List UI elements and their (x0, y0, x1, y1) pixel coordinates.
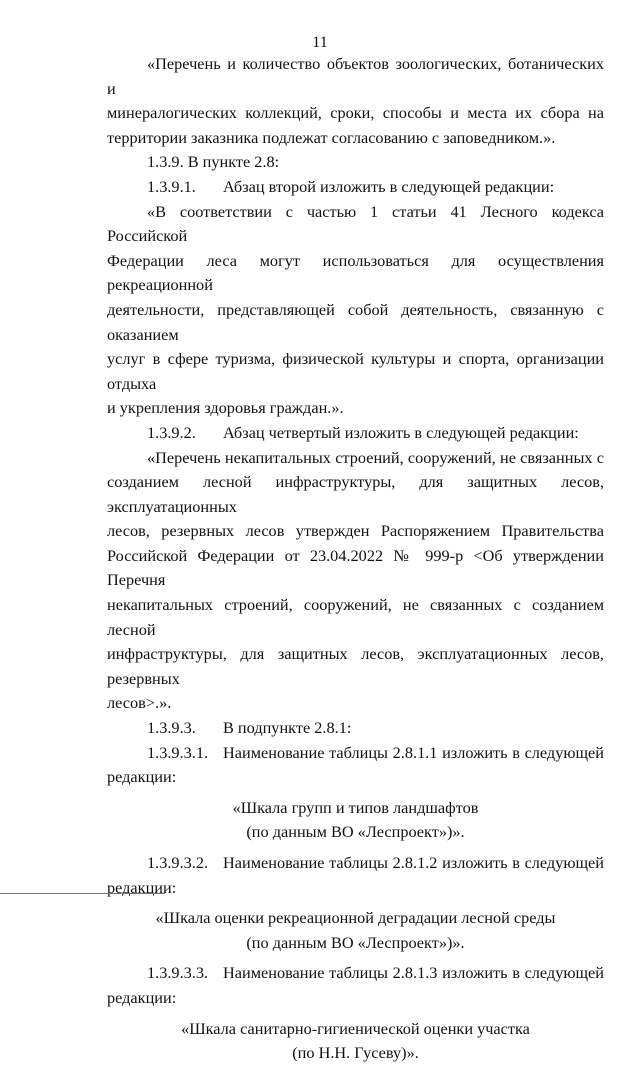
document-body (107, 52, 604, 1066)
clause-number: 1.3.9.3. (147, 718, 196, 738)
paragraph-line: инфраструктуры, для защитных лесов, эксплуатационных лесов, резервных (107, 644, 604, 688)
subsection-heading (107, 961, 604, 986)
paragraph-line: лесов, резервных лесов утвержден Распоряжением Правительства (107, 521, 604, 541)
subsection-heading (107, 716, 604, 741)
clause-number: 1.3.9.3.3. (147, 963, 209, 983)
clause-text: Наименование таблицы 2.8.1.2 изложить в следующей (223, 853, 604, 872)
paragraph-line: услуг в сфере туризма, физической культуры и спорта, организации отдыха (107, 349, 604, 393)
paragraph-line: деятельности, представляющей собой деятельность, связанную с оказанием (107, 299, 604, 344)
clause-number: 1.3.9.3.1. (147, 742, 209, 762)
subsection-heading (107, 741, 604, 766)
paragraph-line: лесов>.». (107, 693, 172, 713)
paragraph-line: «Перечень некапитальных строений, сооружений, не связанных с (147, 447, 604, 467)
paragraph-line: редакции: (107, 987, 177, 1007)
table-title-line: «Шкала санитарно-гигиенической оценки участка (181, 1018, 530, 1038)
paragraph-line: созданием лесной инфраструктуры, для защитных лесов, эксплуатационных (107, 472, 604, 516)
clause-number: 1.3.9.1. (147, 176, 196, 196)
clause-number: 1.3.9.2. (147, 422, 196, 442)
clause-text: Абзац четвертый изложить в следующей редакции: (223, 422, 579, 442)
paragraph-line: и укрепления здоровья граждан.». (107, 398, 344, 418)
table-title-line: (по Н.Н. Гусеву)». (292, 1043, 419, 1063)
paragraph-line: редакции: (107, 767, 177, 787)
clause-text: Наименование таблицы 2.8.1.1 изложить в следующей (223, 742, 604, 762)
page-number: 11 (312, 34, 328, 51)
paragraph-line: Федерации леса могут использоваться для осуществления рекреационной (107, 250, 604, 295)
subsection-heading (107, 421, 604, 446)
table-title-line: «Шкала оценки рекреационной деградации лесной среды (155, 908, 556, 928)
clause-text: Абзац второй изложить в следующей редакции: (223, 176, 555, 196)
paragraph-line: территории заказника подлежат согласованию с заповедником.». (107, 127, 556, 147)
section-heading: 1.3.9. В пункте 2.8: (147, 152, 280, 172)
paragraph-line: минералогических коллекций, сроки, способы и места их сбора на (107, 103, 604, 123)
table-title-line: (по данным ВО «Леспроект»)». (246, 822, 465, 842)
footnote-divider (0, 893, 165, 894)
paragraph-line: «В соответствии с частью 1 статьи 41 Лесного кодекса Российской (107, 201, 604, 246)
clause-text: В подпункте 2.8.1: (223, 718, 352, 738)
paragraph-line: некапитальных строений, сооружений, не связанных с созданием лесной (107, 595, 604, 639)
clause-text: Наименование таблицы 2.8.1.3 изложить в следующей (223, 963, 604, 983)
subsection-heading (107, 851, 604, 876)
paragraph-line: «Перечень и количество объектов зоологических, ботанических и (107, 54, 604, 98)
paragraph-line: Российской Федерации от 23.04.2022 № 999-р <Об утверждении Перечня (107, 545, 604, 590)
paragraph-line: редакции: (107, 877, 177, 897)
table-title-line: «Шкала групп и типов ландшафтов (232, 797, 479, 817)
subsection-heading (107, 175, 604, 200)
table-title-line: (по данным ВО «Леспроект»)». (246, 932, 465, 952)
clause-number: 1.3.9.3.2. (147, 853, 209, 872)
